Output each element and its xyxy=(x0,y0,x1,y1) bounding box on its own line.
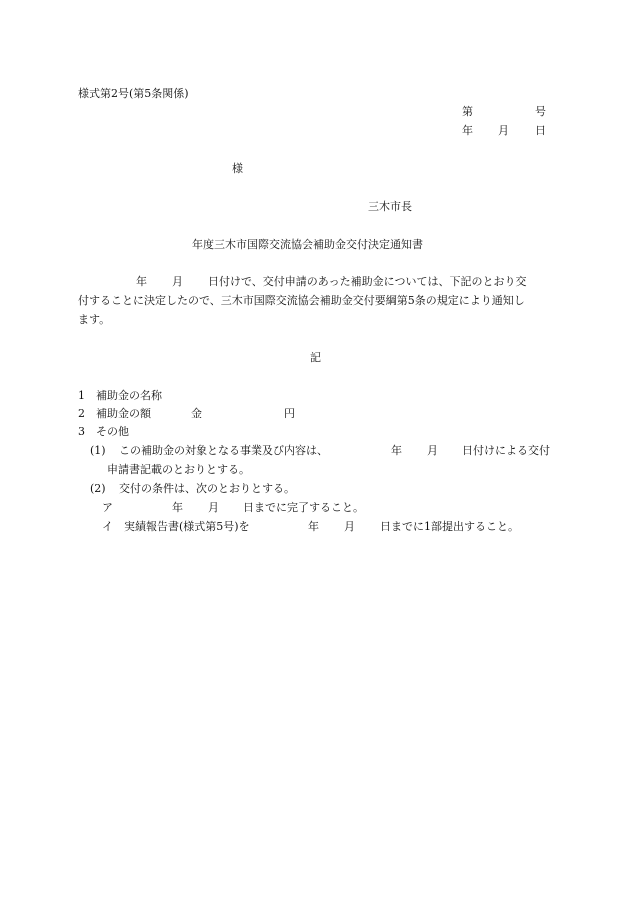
issuer: 三木市長 xyxy=(368,200,412,213)
issue-date-month: 月 xyxy=(498,124,509,137)
sub-item-i-rest: 日までに1部提出すること。 xyxy=(380,520,519,533)
issue-date-day: 日 xyxy=(535,124,546,137)
sub-item-i-text: 実績報告書(様式第5号)を xyxy=(124,520,250,533)
sub-item-a-year: 年 xyxy=(172,501,183,514)
item-3-number: 3 xyxy=(78,425,85,438)
body-line-3: ます。 xyxy=(78,313,111,326)
sub-item-i-month: 月 xyxy=(344,520,355,533)
item-2-yen: 円 xyxy=(284,407,295,420)
doc-number-suffix: 号 xyxy=(535,105,546,118)
sub-item-1-year: 年 xyxy=(391,444,402,457)
item-1-number: 1 xyxy=(78,389,85,402)
sub-item-1-month: 月 xyxy=(427,444,438,457)
addressee-suffix: 様 xyxy=(232,162,243,175)
item-2-number: 2 xyxy=(78,407,85,420)
sub-item-1-rest: 日付けによる交付 xyxy=(462,444,550,457)
doc-number-prefix: 第 xyxy=(462,105,473,118)
body-line-2: 付することに決定したので、三木市国際交流協会補助金交付要綱第5条の規定により通知し xyxy=(78,294,525,307)
sub-item-1-text: この補助金の対象となる事業及び内容は、 xyxy=(119,444,328,457)
sub-item-i-year: 年 xyxy=(308,520,319,533)
sub-item-i-label: イ xyxy=(102,520,113,533)
item-3-text: その他 xyxy=(96,425,129,438)
sub-item-a-rest: 日までに完了すること。 xyxy=(243,501,364,514)
sub-item-2-text: 交付の条件は、次のとおりとする。 xyxy=(119,482,295,495)
body-month: 月 xyxy=(172,275,183,288)
issue-date-year: 年 xyxy=(462,124,473,137)
item-1-text: 補助金の名称 xyxy=(96,389,162,402)
item-2-text: 補助金の額 xyxy=(96,407,151,420)
sub-item-a-month: 月 xyxy=(208,501,219,514)
form-label: 様式第2号(第5条関係) xyxy=(78,87,189,100)
sub-item-a-label: ア xyxy=(102,501,113,514)
document-title: 年度三木市国際交流協会補助金交付決定通知書 xyxy=(192,238,423,251)
sub-item-1-line-2: 申請書記載のとおりとする。 xyxy=(107,463,250,476)
ki-heading: 記 xyxy=(310,351,321,364)
body-line-1-text: 日付けで、交付申請のあった補助金については、下記のとおり交 xyxy=(208,275,527,288)
sub-item-1-number: (1) xyxy=(90,444,106,457)
body-year: 年 xyxy=(136,275,147,288)
sub-item-2-number: (2) xyxy=(90,482,106,495)
item-2-kin: 金 xyxy=(191,407,202,420)
